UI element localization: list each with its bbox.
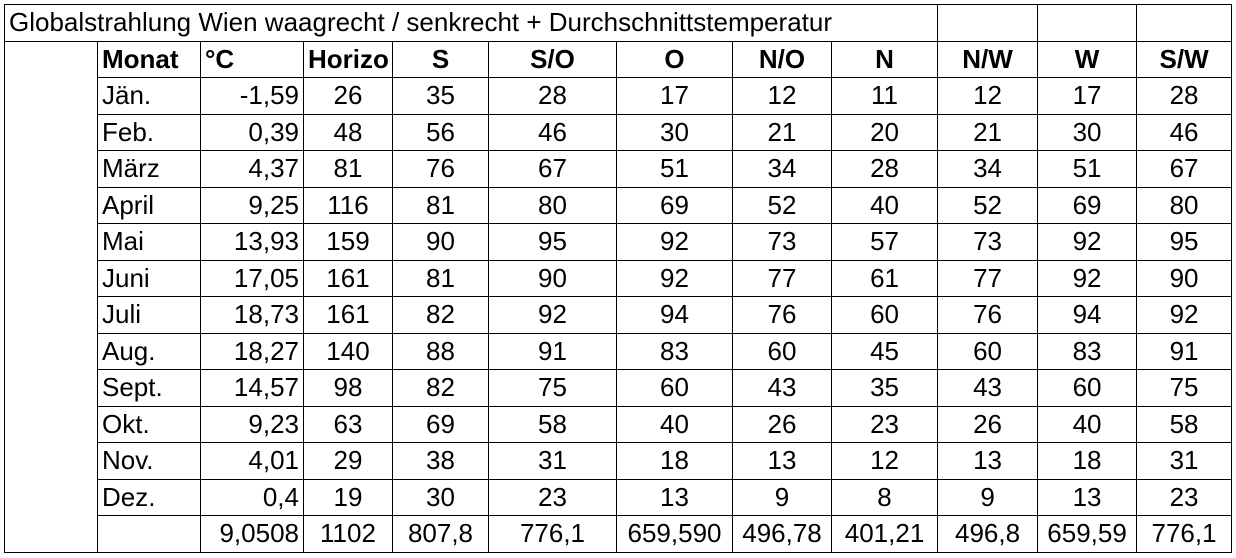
cell-horizontal: 98 <box>304 370 393 407</box>
column-header-month: Monat <box>98 41 201 78</box>
empty-cell <box>5 443 98 480</box>
cell-no: 12 <box>733 78 832 115</box>
cell-w: 92 <box>1038 260 1137 297</box>
cell-nw: 77 <box>938 260 1038 297</box>
cell-s: 76 <box>393 151 489 188</box>
cell-nw: 9 <box>938 479 1038 516</box>
cell-nw: 12 <box>938 78 1038 115</box>
cell-sw: 58 <box>1137 406 1232 443</box>
cell-horizontal: 26 <box>304 78 393 115</box>
cell-temperature: 0,39 <box>201 114 304 151</box>
table-row <box>5 443 1232 480</box>
cell-no: 34 <box>733 151 832 188</box>
cell-w: 17 <box>1038 78 1137 115</box>
table-row <box>5 479 1232 516</box>
cell-sw: 23 <box>1137 479 1232 516</box>
empty-cell <box>1038 5 1137 42</box>
cell-horizontal: 159 <box>304 224 393 261</box>
empty-cell <box>5 297 98 334</box>
cell-o: 17 <box>617 78 733 115</box>
cell-n: 11 <box>832 78 938 115</box>
cell-temperature: 17,05 <box>201 260 304 297</box>
cell-s: 56 <box>393 114 489 151</box>
cell-sw: 92 <box>1137 297 1232 334</box>
column-header-sw: S/W <box>1137 41 1232 78</box>
totals-row <box>5 516 1232 553</box>
table-row <box>5 78 1232 115</box>
total-sw: 776,1 <box>1137 516 1232 553</box>
empty-cell <box>5 333 98 370</box>
cell-horizontal: 19 <box>304 479 393 516</box>
table-row <box>5 370 1232 407</box>
cell-n: 28 <box>832 151 938 188</box>
table-row <box>5 114 1232 151</box>
total-no: 496,78 <box>733 516 832 553</box>
column-header-no: N/O <box>733 41 832 78</box>
cell-s: 69 <box>393 406 489 443</box>
column-header-n: N <box>832 41 938 78</box>
title-row <box>5 5 1232 42</box>
cell-month: Jän. <box>98 78 201 115</box>
empty-cell <box>5 406 98 443</box>
column-header-so: S/O <box>489 41 617 78</box>
cell-month: Aug. <box>98 333 201 370</box>
empty-cell <box>5 479 98 516</box>
cell-temperature: 4,01 <box>201 443 304 480</box>
empty-cell <box>938 5 1038 42</box>
cell-month: Dez. <box>98 479 201 516</box>
cell-month: Nov. <box>98 443 201 480</box>
column-header-nw: N/W <box>938 41 1038 78</box>
cell-sw: 75 <box>1137 370 1232 407</box>
cell-so: 58 <box>489 406 617 443</box>
column-header-temperature: °C <box>201 41 304 78</box>
cell-no: 77 <box>733 260 832 297</box>
cell-no: 9 <box>733 479 832 516</box>
cell-s: 90 <box>393 224 489 261</box>
cell-horizontal: 116 <box>304 187 393 224</box>
empty-cell <box>5 114 98 151</box>
cell-n: 8 <box>832 479 938 516</box>
cell-o: 83 <box>617 333 733 370</box>
cell-w: 51 <box>1038 151 1137 188</box>
cell-w: 18 <box>1038 443 1137 480</box>
cell-o: 69 <box>617 187 733 224</box>
cell-nw: 73 <box>938 224 1038 261</box>
cell-temperature: 18,73 <box>201 297 304 334</box>
cell-horizontal: 161 <box>304 297 393 334</box>
column-header-w: W <box>1038 41 1137 78</box>
table-row <box>5 297 1232 334</box>
cell-temperature: 13,93 <box>201 224 304 261</box>
cell-o: 51 <box>617 151 733 188</box>
empty-cell <box>5 260 98 297</box>
cell-month: Mai <box>98 224 201 261</box>
cell-nw: 76 <box>938 297 1038 334</box>
cell-n: 60 <box>832 297 938 334</box>
cell-nw: 43 <box>938 370 1038 407</box>
cell-w: 92 <box>1038 224 1137 261</box>
cell-s: 35 <box>393 78 489 115</box>
cell-month: März <box>98 151 201 188</box>
cell-so: 92 <box>489 297 617 334</box>
cell-n: 23 <box>832 406 938 443</box>
cell-no: 52 <box>733 187 832 224</box>
total-s: 807,8 <box>393 516 489 553</box>
cell-month: Feb. <box>98 114 201 151</box>
cell-nw: 21 <box>938 114 1038 151</box>
cell-nw: 26 <box>938 406 1038 443</box>
cell-n: 35 <box>832 370 938 407</box>
cell-temperature: 4,37 <box>201 151 304 188</box>
cell-sw: 67 <box>1137 151 1232 188</box>
table-row <box>5 260 1232 297</box>
cell-no: 26 <box>733 406 832 443</box>
total-nw: 496,8 <box>938 516 1038 553</box>
cell-temperature: -1,59 <box>201 78 304 115</box>
cell-so: 31 <box>489 443 617 480</box>
empty-cell <box>1137 5 1232 42</box>
cell-so: 46 <box>489 114 617 151</box>
cell-so: 95 <box>489 224 617 261</box>
cell-temperature: 9,25 <box>201 187 304 224</box>
cell-s: 82 <box>393 297 489 334</box>
cell-w: 83 <box>1038 333 1137 370</box>
cell-so: 75 <box>489 370 617 407</box>
radiation-table <box>4 4 1232 553</box>
header-row <box>5 41 1232 78</box>
cell-horizontal: 140 <box>304 333 393 370</box>
cell-so: 67 <box>489 151 617 188</box>
total-month <box>98 516 201 553</box>
cell-sw: 91 <box>1137 333 1232 370</box>
empty-cell <box>5 78 98 115</box>
cell-n: 45 <box>832 333 938 370</box>
cell-n: 61 <box>832 260 938 297</box>
cell-temperature: 14,57 <box>201 370 304 407</box>
cell-so: 80 <box>489 187 617 224</box>
cell-no: 73 <box>733 224 832 261</box>
cell-s: 88 <box>393 333 489 370</box>
table-title: Globalstrahlung Wien waagrecht / senkrecht + Durchschnittstemperatur <box>5 5 938 42</box>
empty-cell <box>5 370 98 407</box>
cell-sw: 46 <box>1137 114 1232 151</box>
cell-horizontal: 81 <box>304 151 393 188</box>
empty-cell <box>5 516 98 553</box>
cell-month: April <box>98 187 201 224</box>
cell-temperature: 9,23 <box>201 406 304 443</box>
cell-w: 69 <box>1038 187 1137 224</box>
table-row <box>5 187 1232 224</box>
total-n: 401,21 <box>832 516 938 553</box>
total-w: 659,59 <box>1038 516 1137 553</box>
cell-o: 92 <box>617 224 733 261</box>
cell-no: 76 <box>733 297 832 334</box>
empty-cell <box>5 224 98 261</box>
cell-o: 18 <box>617 443 733 480</box>
cell-month: Juli <box>98 297 201 334</box>
total-horizontal: 1102 <box>304 516 393 553</box>
cell-w: 13 <box>1038 479 1137 516</box>
cell-so: 28 <box>489 78 617 115</box>
cell-nw: 52 <box>938 187 1038 224</box>
cell-s: 81 <box>393 187 489 224</box>
cell-month: Okt. <box>98 406 201 443</box>
table-row <box>5 224 1232 261</box>
empty-cell <box>5 151 98 188</box>
cell-horizontal: 29 <box>304 443 393 480</box>
cell-w: 94 <box>1038 297 1137 334</box>
table-row <box>5 406 1232 443</box>
cell-w: 60 <box>1038 370 1137 407</box>
cell-no: 21 <box>733 114 832 151</box>
cell-s: 81 <box>393 260 489 297</box>
cell-horizontal: 161 <box>304 260 393 297</box>
cell-so: 90 <box>489 260 617 297</box>
column-header-o: O <box>617 41 733 78</box>
cell-so: 23 <box>489 479 617 516</box>
cell-n: 57 <box>832 224 938 261</box>
cell-so: 91 <box>489 333 617 370</box>
cell-nw: 13 <box>938 443 1038 480</box>
cell-o: 30 <box>617 114 733 151</box>
cell-month: Sept. <box>98 370 201 407</box>
cell-o: 40 <box>617 406 733 443</box>
cell-no: 60 <box>733 333 832 370</box>
cell-horizontal: 63 <box>304 406 393 443</box>
cell-s: 82 <box>393 370 489 407</box>
cell-o: 92 <box>617 260 733 297</box>
cell-o: 60 <box>617 370 733 407</box>
total-temperature: 9,0508 <box>201 516 304 553</box>
cell-s: 38 <box>393 443 489 480</box>
cell-s: 30 <box>393 479 489 516</box>
total-so: 776,1 <box>489 516 617 553</box>
cell-n: 40 <box>832 187 938 224</box>
cell-w: 30 <box>1038 114 1137 151</box>
empty-cell <box>5 41 98 78</box>
cell-temperature: 0,4 <box>201 479 304 516</box>
column-header-horizontal: Horizo <box>304 41 393 78</box>
cell-o: 94 <box>617 297 733 334</box>
cell-w: 40 <box>1038 406 1137 443</box>
cell-n: 20 <box>832 114 938 151</box>
total-o: 659,590 <box>617 516 733 553</box>
table-row <box>5 151 1232 188</box>
cell-o: 13 <box>617 479 733 516</box>
cell-sw: 95 <box>1137 224 1232 261</box>
column-header-s: S <box>393 41 489 78</box>
cell-month: Juni <box>98 260 201 297</box>
cell-no: 13 <box>733 443 832 480</box>
cell-sw: 28 <box>1137 78 1232 115</box>
cell-sw: 90 <box>1137 260 1232 297</box>
cell-sw: 80 <box>1137 187 1232 224</box>
cell-n: 12 <box>832 443 938 480</box>
cell-horizontal: 48 <box>304 114 393 151</box>
cell-nw: 60 <box>938 333 1038 370</box>
cell-temperature: 18,27 <box>201 333 304 370</box>
cell-sw: 31 <box>1137 443 1232 480</box>
cell-no: 43 <box>733 370 832 407</box>
cell-nw: 34 <box>938 151 1038 188</box>
table-row <box>5 333 1232 370</box>
empty-cell <box>5 187 98 224</box>
